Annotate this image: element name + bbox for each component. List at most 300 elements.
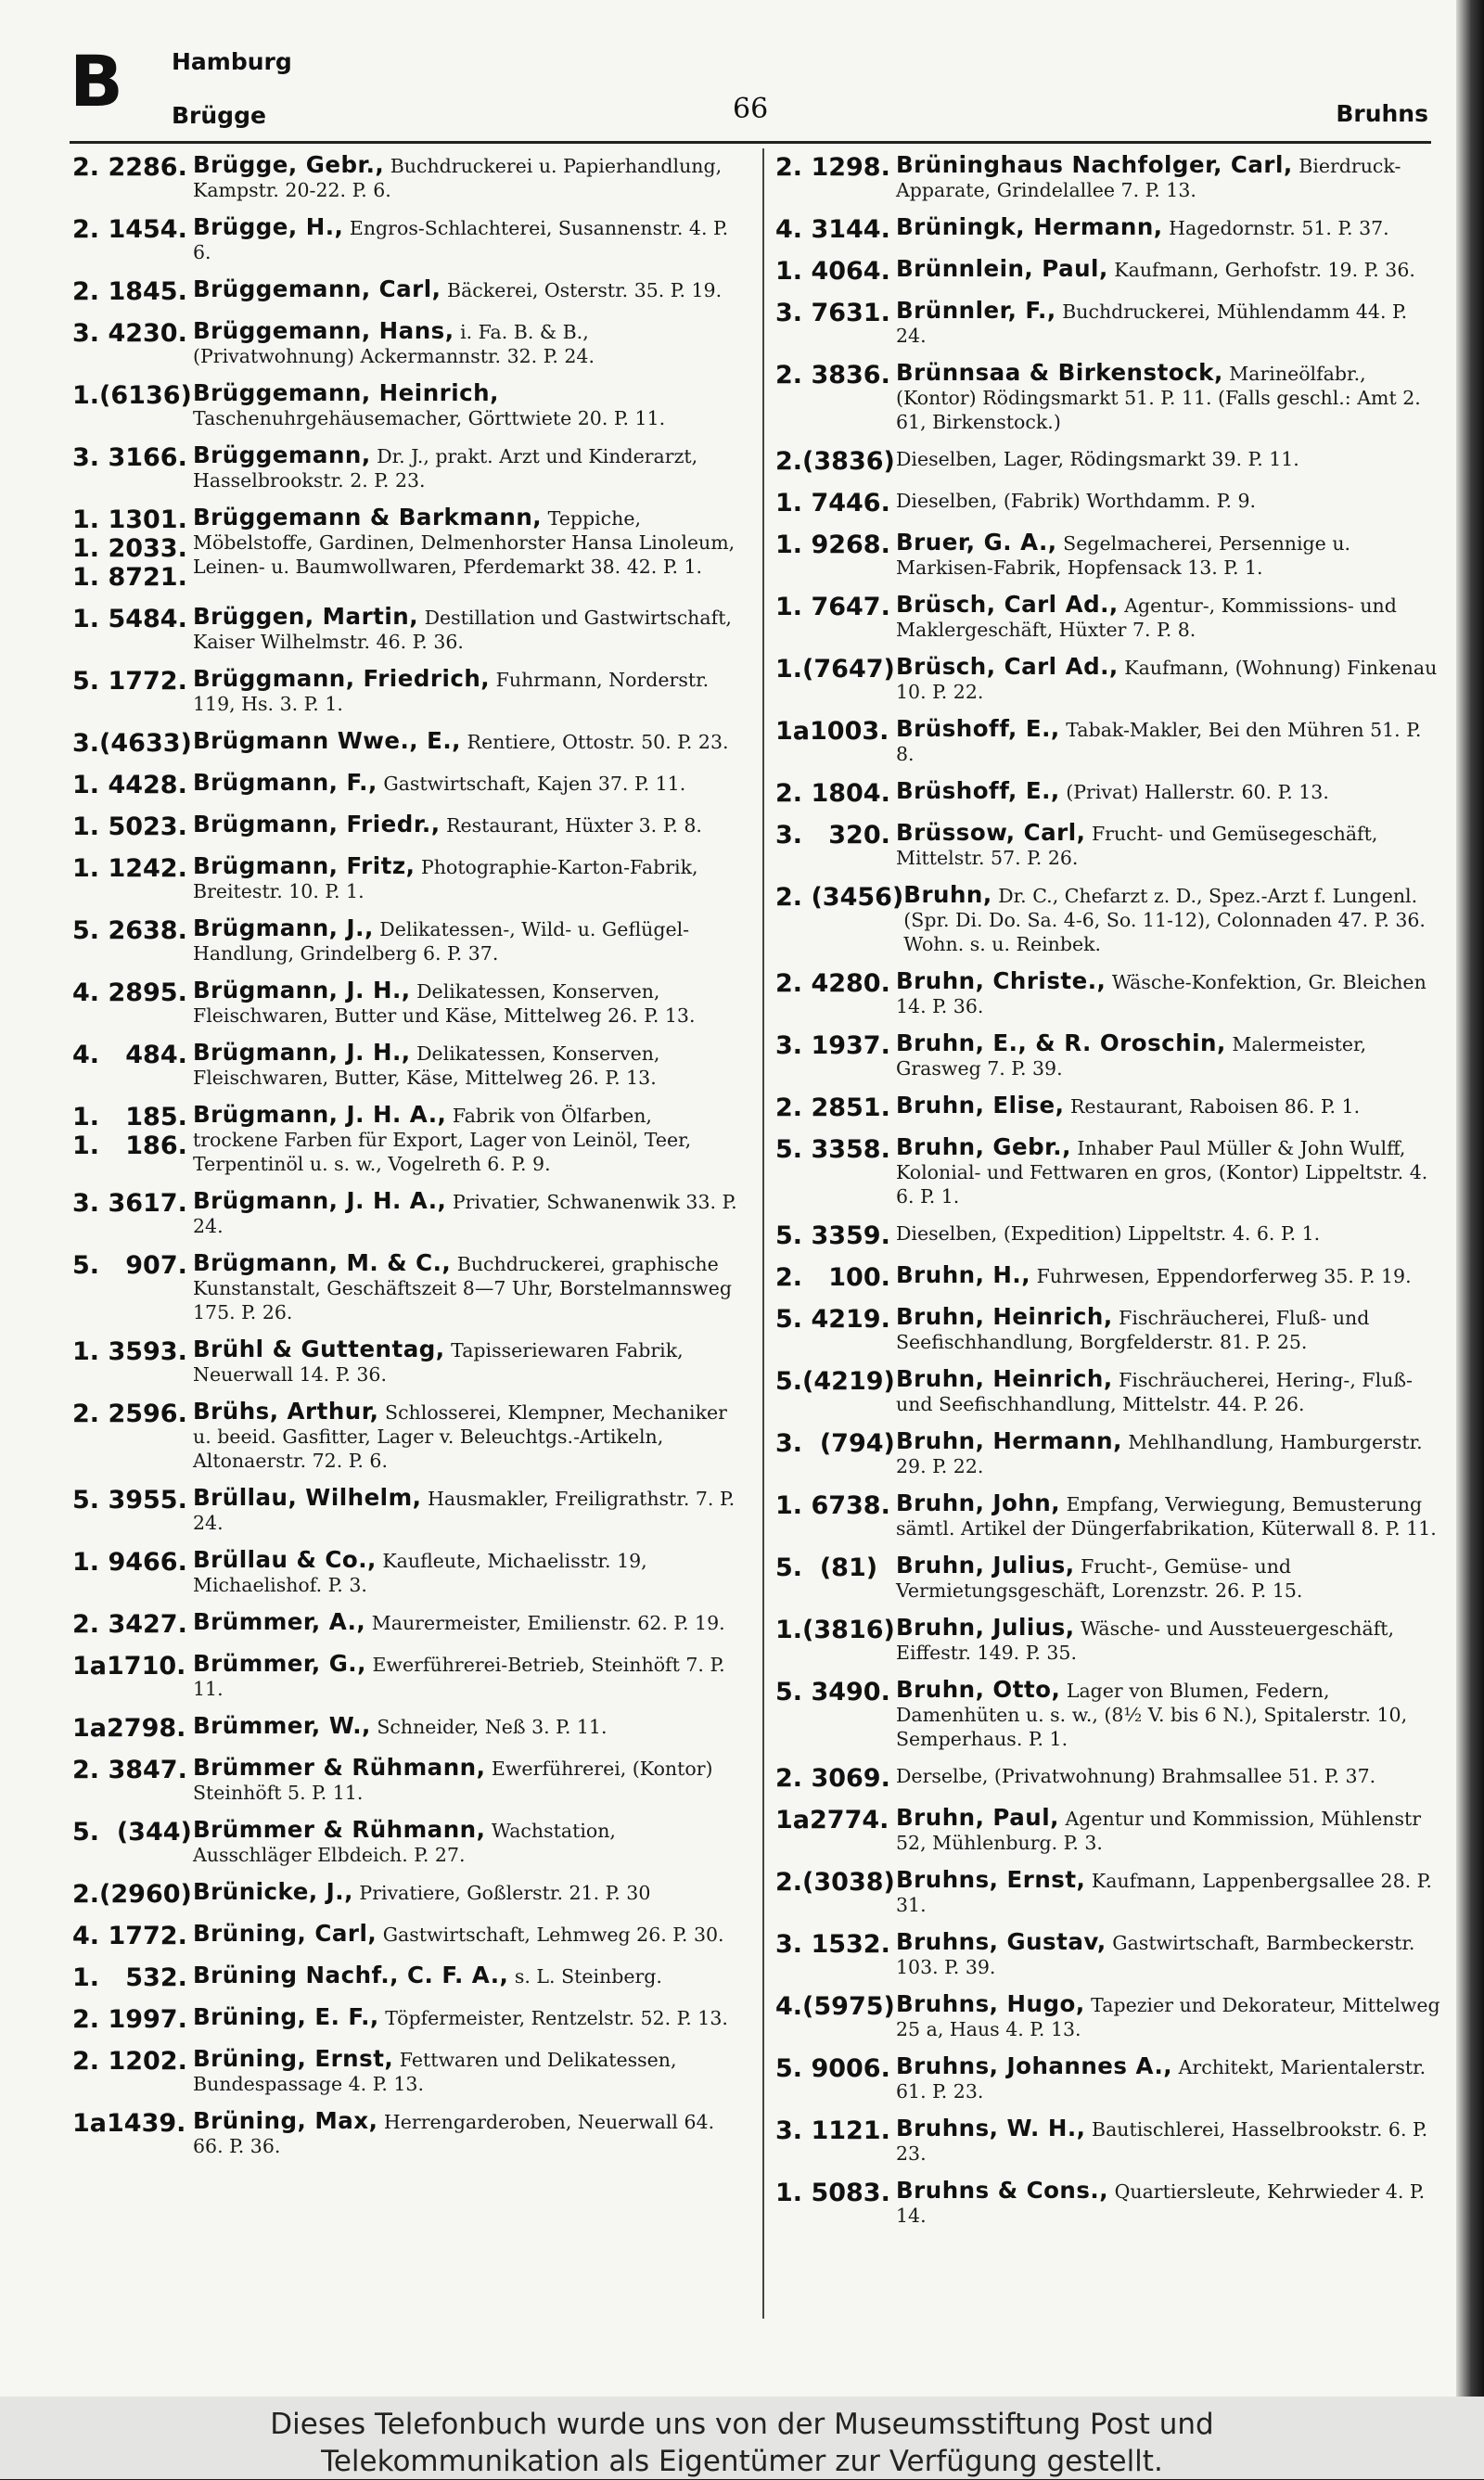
entry-name: Brüllau & Co.,	[193, 1546, 377, 1573]
footer-line-1: Dieses Telefonbuch wurde uns von der Museumsstiftung Post und	[270, 2408, 1214, 2441]
entry-text	[896, 593, 1443, 642]
directory-entry	[72, 1337, 740, 1387]
phone-number: 4. 1772.	[72, 1922, 187, 1950]
directory-entry	[72, 1610, 740, 1639]
phone-number: 1. 1242.	[72, 854, 187, 883]
directory-entry	[775, 1553, 1443, 1603]
entry-name: Brügge, Gebr.,	[193, 151, 385, 178]
phone-number: 2. 1845.	[72, 277, 187, 306]
entry-text	[903, 883, 1443, 956]
entry-detail: Kaufleute, Michaelisstr. 19, Michaelishof. P. 3.	[193, 1550, 647, 1596]
entry-text	[896, 1930, 1443, 1979]
entry-detail: Teppiche, Möbelstoffe, Gardinen, Delmenhorster Hansa Linoleum, Leinen- u. Baumwollwaren, Pferdemarkt 38. 42. P. 1.	[193, 507, 736, 578]
entry-name: Brüning, E. F.,	[193, 2003, 379, 2030]
entry-text	[896, 153, 1443, 202]
entry-text	[896, 1868, 1443, 1917]
entry-detail: Schneider, Neß 3. P. 11.	[377, 1716, 608, 1738]
first-entry-word: Brügge	[172, 102, 266, 129]
entry-name: Bruhn, Julius,	[896, 1552, 1075, 1579]
directory-entry	[72, 1103, 740, 1176]
phone-number: 2. 1804.	[775, 779, 890, 808]
phone-number: 1. 9466.	[72, 1548, 187, 1577]
phone-number: 5. 907.	[72, 1251, 187, 1280]
entry-text	[193, 1337, 740, 1387]
directory-entry	[775, 1678, 1443, 1751]
phone-number: 3. (794)	[775, 1429, 895, 1458]
entry-detail: Tapezier und Dekorateur, Mittelweg 25 a, Haus 4. P. 13.	[896, 1994, 1440, 2040]
entry-text	[193, 1922, 740, 1947]
phone-number: 3. 1532.	[775, 1930, 890, 1959]
phone-number: 1. 6738.	[775, 1491, 890, 1520]
entry-detail: Empfang, Verwiegung, Bemusterung sämtl. Artikel der Düngerfabrikation, Küterwall 8. P. 11.	[896, 1493, 1437, 1540]
directory-entry	[775, 1491, 1443, 1540]
entry-text	[193, 1103, 740, 1176]
entry-detail: Buchdruckerei, Mühlendamm 44. P. 24.	[896, 300, 1408, 347]
entry-text	[193, 667, 740, 716]
entry-text	[896, 2054, 1443, 2103]
phone-number: 1a1439.	[72, 2109, 186, 2138]
phone-number: 2. 2851.	[775, 1093, 890, 1122]
directory-entry	[775, 1764, 1443, 1793]
entry-detail: Agentur-, Kommissions- und Maklergeschäft, Hüxter 7. P. 8.	[896, 594, 1397, 641]
entry-text	[896, 779, 1443, 804]
directory-entry	[72, 667, 740, 716]
directory-entry	[72, 153, 740, 202]
directory-entry	[775, 2116, 1443, 2166]
entry-detail: Restaurant, Raboisen 86. P. 1.	[1070, 1095, 1361, 1118]
entry-text	[896, 969, 1443, 1018]
phone-number: 1. 7647.	[775, 593, 890, 621]
entry-name: Brümmer, W.,	[193, 1712, 371, 1739]
phone-number: 1. 3593.	[72, 1337, 187, 1366]
entry-text	[896, 1221, 1443, 1246]
entry-detail: Segelmacherei, Persennige u. Markisen-Fabrik, Hopfensack 13. P. 1.	[896, 532, 1351, 579]
phone-number: 2. 1454.	[72, 215, 187, 244]
entry-text	[193, 1652, 740, 1701]
entry-name: Bruhn, John,	[896, 1489, 1061, 1516]
entry-name: Bruhns, Hugo,	[896, 1990, 1085, 2017]
phone-number: 4.(5975)	[775, 1992, 895, 2021]
city-name: Hamburg	[172, 48, 292, 75]
phone-number: 1. 5083.	[775, 2179, 890, 2207]
entry-detail: Agentur und Kommission, Mühlenstr 52, Mühlenburg. P. 3.	[896, 1808, 1422, 1854]
directory-entry	[72, 1486, 740, 1535]
entry-name: Brüninghaus Nachfolger, Carl,	[896, 151, 1293, 178]
directory-entry	[72, 1714, 740, 1743]
entry-text	[193, 319, 740, 368]
directory-entry	[72, 319, 740, 368]
entry-name: Brümmer, G.,	[193, 1650, 366, 1677]
entry-text	[193, 1548, 740, 1597]
entry-name: Brümmer & Rühmann,	[193, 1754, 486, 1781]
section-letter: B	[70, 40, 123, 122]
entry-detail: Fuhrwesen, Eppendorferweg 35. P. 19.	[1036, 1265, 1412, 1287]
phone-number: 2.(2960)	[72, 1880, 192, 1909]
phone-number: 1a2798.	[72, 1714, 186, 1743]
footer-text	[0, 2406, 1484, 2480]
entry-name: Bruhn, Elise,	[896, 1092, 1065, 1119]
directory-entry	[72, 916, 740, 965]
entry-name: Brüggmann, Friedrich,	[193, 665, 491, 692]
phone-number: 1. 5484.	[72, 605, 187, 633]
phone-number: 1. 185. 1. 186.	[72, 1103, 187, 1160]
phone-number: 3. 3166.	[72, 443, 187, 472]
entry-text	[896, 1616, 1443, 1665]
directory-entry	[775, 215, 1443, 244]
directory-entry	[72, 1963, 740, 1992]
directory-entry	[775, 1367, 1443, 1416]
entry-detail: Wäsche- und Aussteuergeschäft, Eiffestr. 149. P. 35.	[896, 1617, 1395, 1664]
entry-name: Bruhn,	[903, 881, 992, 908]
entry-detail: Buchdruckerei u. Papierhandlung, Kampstr. 20-22. P. 6.	[193, 155, 723, 201]
phone-number: 1a1710.	[72, 1652, 186, 1681]
entry-detail: Photographie-Karton-Fabrik, Breitestr. 10. P. 1.	[193, 856, 698, 902]
directory-entry	[775, 2054, 1443, 2103]
entry-text	[193, 153, 740, 202]
phone-number: 3. 7631.	[775, 299, 890, 327]
entry-text	[193, 1041, 740, 1090]
entry-detail: Restaurant, Hüxter 3. P. 8.	[446, 814, 702, 837]
footer-banner	[0, 2397, 1484, 2479]
directory-entry	[72, 2109, 740, 2158]
directory-entry	[72, 978, 740, 1028]
entry-detail: Herrengarderoben, Neuerwall 64. 66. P. 36.	[193, 2111, 715, 2157]
directory-entry	[775, 1616, 1443, 1665]
phone-number: 1. 5023.	[72, 812, 187, 841]
entry-detail: Gastwirtschaft, Kajen 37. P. 11.	[383, 773, 686, 795]
directory-entry	[775, 1806, 1443, 1855]
phone-number: 3. 320.	[775, 821, 890, 850]
entry-detail: Frucht-, Gemüse- und Vermietungsgeschäft, Lorenzstr. 26. P. 15.	[896, 1555, 1303, 1602]
entry-name: Brüssow, Carl,	[896, 819, 1086, 846]
entry-text	[896, 1992, 1443, 2041]
column-divider	[762, 148, 764, 2319]
directory-entry	[775, 1429, 1443, 1478]
directory-entry	[72, 1756, 740, 1805]
entry-name: Brühs, Arthur,	[193, 1398, 379, 1425]
entry-name: Brünnsaa & Birkenstock,	[896, 359, 1223, 386]
directory-entry	[775, 655, 1443, 704]
entry-detail: Dr. J., prakt. Arzt und Kinderarzt, Hasselbrookstr. 2. P. 23.	[193, 445, 698, 492]
directory-entry	[72, 854, 740, 903]
right-column	[775, 153, 1443, 2241]
phone-number: 5. 3490.	[775, 1678, 890, 1707]
directory-entry	[775, 1093, 1443, 1122]
entry-detail: Fettwaren und Delikatessen, Bundespassage 4. P. 13.	[193, 2049, 677, 2095]
entry-name: Brüggen, Martin,	[193, 603, 419, 630]
entry-detail: Dieselben, Lager, Rödingsmarkt 39. P. 11.	[896, 448, 1299, 470]
entry-detail: Ewerführerei-Betrieb, Steinhöft 7. P. 11.	[193, 1654, 725, 1700]
entry-detail: Gastwirtschaft, Barmbeckerstr. 103. P. 39.	[896, 1932, 1415, 1978]
entry-name: Brüning, Ernst,	[193, 2045, 394, 2072]
entry-text	[896, 1093, 1443, 1119]
entry-detail: Destillation und Gastwirtschaft, Kaiser Wilhelmstr. 46. P. 36.	[193, 607, 732, 653]
entry-detail: Dieselben, (Expedition) Lippeltstr. 4. 6. P. 1.	[896, 1222, 1321, 1245]
entry-text	[896, 1367, 1443, 1416]
entry-detail: Tabak-Makler, Bei den Mühren 51. P. 8.	[896, 719, 1422, 765]
entry-name: Bruhns & Cons.,	[896, 2177, 1109, 2204]
entry-name: Bruhn, H.,	[896, 1261, 1031, 1288]
directory-entry	[775, 821, 1443, 870]
entry-detail: Marineölfabr., (Kontor) Rödingsmarkt 51. P. 11. (Falls geschl.: Amt 2. 61, Birkenstock.)	[896, 363, 1421, 433]
entry-text	[193, 1756, 740, 1805]
directory-entry	[775, 593, 1443, 642]
phone-number: 2. 3836.	[775, 361, 890, 390]
entry-text	[193, 277, 740, 302]
directory-entry	[72, 1880, 740, 1909]
directory-entry	[72, 1251, 740, 1324]
entry-name: Brünnler, F.,	[896, 297, 1056, 324]
entry-detail: Delikatessen, Konserven, Fleischwaren, Butter, Käse, Mittelweg 26. P. 13.	[193, 1042, 660, 1089]
entry-detail: Delikatessen, Konserven, Fleischwaren, Butter und Käse, Mittelweg 26. P. 13.	[193, 980, 696, 1027]
directory-entry	[72, 277, 740, 306]
directory-entry	[72, 1922, 740, 1950]
phone-number: 2. 3069.	[775, 1764, 890, 1793]
phone-number: 2. 1298.	[775, 153, 890, 182]
entry-name: Brüning, Max,	[193, 2107, 378, 2134]
entry-detail: Frucht- und Gemüsegeschäft, Mittelstr. 57. P. 26.	[896, 823, 1378, 869]
entry-name: Brüningk, Hermann,	[896, 213, 1163, 240]
entry-detail: Derselbe, (Privatwohnung) Brahmsallee 51. P. 37.	[896, 1765, 1376, 1787]
phone-number: 2. 3847.	[72, 1756, 187, 1784]
entry-name: Bruhn, Julius,	[896, 1614, 1075, 1641]
entry-name: Brügmann, Friedr.,	[193, 811, 441, 837]
directory-entry	[775, 447, 1443, 476]
entry-text	[896, 717, 1443, 766]
phone-number: 5. (344)	[72, 1818, 192, 1847]
directory-entry	[72, 812, 740, 841]
entry-text	[896, 447, 1443, 471]
entry-detail: Buchdruckerei, graphische Kunstanstalt, Geschäftszeit 8—7 Uhr, Borstelmannsweg 175. P. 26.	[193, 1253, 732, 1323]
entry-detail: Töpfermeister, Rentzelstr. 52. P. 13.	[385, 2007, 728, 2029]
entry-text	[193, 729, 740, 754]
phone-number: 2. (3456)	[775, 883, 904, 912]
entry-name: Brüsch, Carl Ad.,	[896, 653, 1119, 680]
last-entry-word: Bruhns	[1336, 100, 1428, 127]
phone-number: 5. 3955.	[72, 1486, 187, 1515]
entry-name: Brüggemann, Heinrich,	[193, 379, 499, 406]
entry-text	[193, 1963, 740, 1988]
directory-entry	[72, 2005, 740, 2034]
entry-name: Brüsch, Carl Ad.,	[896, 591, 1119, 618]
entry-text	[896, 2116, 1443, 2166]
entry-name: Bruhn, Otto,	[896, 1676, 1061, 1703]
directory-entry	[72, 2047, 740, 2096]
entry-detail: Fabrik von Ölfarben, trockene Farben für Export, Lager von Leinöl, Teer, Terpentinöl u. s. w., Vogelreth 6. P. 9.	[193, 1105, 692, 1175]
entry-name: Bruer, G. A.,	[896, 529, 1057, 556]
entry-text	[193, 1818, 740, 1867]
phone-number: 3.(4633)	[72, 729, 192, 758]
directory-entry	[72, 771, 740, 799]
phone-number: 4. 2895.	[72, 978, 187, 1007]
entry-detail: Dr. C., Chefarzt z. D., Spez.-Arzt f. Lungenl. (Spr. Di. Do. Sa. 4-6, So. 11-12), Colonnaden 47. P. 36. Wohn. s. u. Reinbek.	[903, 885, 1426, 955]
phone-number: 1. 1301. 1. 2033. 1. 8721.	[72, 505, 187, 592]
entry-name: Brünicke, J.,	[193, 1878, 353, 1905]
phone-number: 2. 2286.	[72, 153, 187, 182]
entry-name: Bruhns, Gustav,	[896, 1928, 1107, 1955]
entry-name: Brügmann Wwe., E.,	[193, 727, 461, 754]
entry-text	[896, 1764, 1443, 1788]
entry-name: Bruhn, Heinrich,	[896, 1365, 1113, 1392]
entry-detail: Rentiere, Ottostr. 50. P. 23.	[467, 731, 729, 753]
directory-entry	[72, 1189, 740, 1238]
phone-number: 3. 3617.	[72, 1189, 187, 1218]
entry-text	[193, 381, 740, 430]
entry-detail: Wäsche-Konfektion, Gr. Bleichen 14. P. 36.	[896, 971, 1426, 1017]
phone-number: 2. 4280.	[775, 969, 890, 998]
entry-detail: Ewerführerei, (Kontor) Steinhöft 5. P. 11.	[193, 1758, 713, 1804]
entry-name: Bruhns, Johannes A.,	[896, 2052, 1173, 2079]
entry-detail: (Privat) Hallerstr. 60. P. 13.	[1066, 781, 1329, 803]
phone-number: 2. 3427.	[72, 1610, 187, 1639]
entry-detail: Privatier, Schwanenwik 33. P. 24.	[193, 1191, 737, 1237]
phone-number: 5. 3358.	[775, 1135, 890, 1164]
phone-number: 5. 4219.	[775, 1305, 890, 1334]
phone-number: 1.(6136)	[72, 381, 192, 410]
phone-number: 3. 4230.	[72, 319, 187, 348]
left-column	[72, 153, 740, 2171]
entry-text	[193, 1610, 740, 1635]
entry-name: Bruhn, Hermann,	[896, 1427, 1122, 1454]
entry-detail: Engros-Schlachterei, Susannenstr. 4. P. 6.	[193, 217, 729, 263]
phone-number: 1.(3816)	[775, 1616, 895, 1644]
phone-number: 1. 4064.	[775, 257, 890, 286]
entry-text	[193, 812, 740, 837]
entry-detail: Gastwirtschaft, Lehmweg 26. P. 30.	[382, 1924, 724, 1946]
entry-detail: Bäckerei, Osterstr. 35. P. 19.	[447, 279, 723, 301]
entry-text	[193, 978, 740, 1028]
entry-name: Brünnlein, Paul,	[896, 255, 1108, 282]
entry-name: Brügmann, F.,	[193, 769, 377, 796]
entry-text	[896, 821, 1443, 870]
entry-detail: Kaufmann, Lappenbergsallee 28. P. 31.	[896, 1870, 1432, 1916]
phone-number: 1. 532.	[72, 1963, 187, 1992]
phone-number: 3. 1937.	[775, 1031, 890, 1060]
entry-text	[896, 257, 1443, 282]
entry-text	[896, 2179, 1443, 2228]
entry-name: Brügge, H.,	[193, 213, 344, 240]
entry-detail: Fuhrmann, Norderstr. 119, Hs. 3. P. 1.	[193, 669, 710, 715]
directory-entry	[72, 1548, 740, 1597]
phone-number: 2. 100.	[775, 1263, 890, 1292]
directory-entry	[775, 153, 1443, 202]
directory-entry	[72, 215, 740, 264]
directory-entry	[775, 1263, 1443, 1292]
entry-name: Bruhn, Christe.,	[896, 967, 1107, 994]
entry-text	[896, 1678, 1443, 1751]
directory-entry	[775, 531, 1443, 580]
entry-detail: Wachstation, Ausschläger Elbdeich. P. 27.	[193, 1820, 616, 1866]
phone-number: 5. 9006.	[775, 2054, 890, 2083]
phone-number: 1a1003.	[775, 717, 889, 746]
entry-name: Brüggemann, Hans,	[193, 317, 454, 344]
directory-entry	[775, 361, 1443, 434]
footer-line-2: Telekommunikation als Eigentümer zur Verfügung gestellt.	[321, 2445, 1163, 2478]
entry-name: Brügmann, J. H.,	[193, 1039, 411, 1066]
entry-name: Brügmann, J.,	[193, 914, 374, 941]
entry-text	[896, 531, 1443, 580]
directory-entry	[775, 257, 1443, 286]
entry-name: Brügmann, J. H.,	[193, 977, 411, 1004]
phone-number: 1. 9268.	[775, 531, 890, 559]
directory-entry	[72, 1400, 740, 1473]
directory-entry	[775, 1221, 1443, 1250]
entry-detail: Architekt, Marientalerstr. 61. P. 23.	[896, 2056, 1426, 2103]
entry-detail: Privatiere, Goßlerstr. 21. P. 30	[359, 1882, 651, 1904]
entry-name: Brügmann, M. & C.,	[193, 1249, 452, 1276]
phone-number: 5. 2638.	[72, 916, 187, 945]
entry-text	[193, 1189, 740, 1238]
directory-entry	[72, 605, 740, 654]
entry-text	[896, 361, 1443, 434]
entry-detail: Kaufmann, Gerhofstr. 19. P. 36.	[1114, 259, 1415, 281]
entry-text	[896, 1031, 1443, 1080]
phone-number: 3. 1121.	[775, 2116, 890, 2145]
entry-detail: Taschenuhrgehäusemacher, Görttwiete 20. P. 11.	[193, 407, 666, 429]
entry-detail: Quartiersleute, Kehrwieder 4. P. 14.	[896, 2180, 1426, 2227]
entry-name: Brüning, Carl,	[193, 1920, 377, 1947]
entry-text	[193, 916, 740, 965]
entry-text	[896, 215, 1443, 240]
entry-detail: s. L. Steinberg.	[514, 1965, 662, 1988]
directory-entry	[775, 883, 1443, 956]
phone-number: 2.(3038)	[775, 1868, 895, 1897]
entry-detail: Inhaber Paul Müller & John Wulff, Kolonial- und Fettwaren en gros, (Kontor) Lippeltstr. 4. 6. P. 1.	[896, 1137, 1428, 1208]
entry-name: Brügmann, J. H. A.,	[193, 1187, 447, 1214]
entry-detail: Lager von Blumen, Federn, Damenhüten u. s. w., (8½ V. bis 6 N.), Spitalerstr. 10, Semperhaus. P. 1.	[896, 1680, 1408, 1750]
entry-name: Brümmer & Rühmann,	[193, 1816, 486, 1843]
entry-detail: Delikatessen-, Wild- u. Geflügel-Handlung, Grindelberg 6. P. 37.	[193, 918, 690, 965]
entry-name: Brümmer, A.,	[193, 1608, 366, 1635]
entry-text	[896, 489, 1443, 513]
entry-name: Brüshoff, E.,	[896, 715, 1060, 742]
directory-entry	[72, 381, 740, 430]
entry-text	[193, 2005, 740, 2030]
entry-text	[896, 1135, 1443, 1208]
entry-detail: Tapisseriewaren Fabrik, Neuerwall 14. P. 36.	[193, 1339, 684, 1386]
entry-detail: Kaufmann, (Wohnung) Finkenau 10. P. 22.	[896, 657, 1438, 703]
directory-entry	[72, 505, 740, 592]
phone-number: 2. 1202.	[72, 2047, 187, 2076]
entry-text	[896, 1806, 1443, 1855]
directory-entry	[775, 1305, 1443, 1354]
entry-name: Brüning Nachf., C. F. A.,	[193, 1962, 509, 1988]
phone-number: 5. (81)	[775, 1553, 878, 1582]
entry-text	[896, 1553, 1443, 1603]
entry-name: Brügmann, Fritz,	[193, 852, 416, 879]
entry-text	[193, 1251, 740, 1324]
entry-text	[896, 655, 1443, 704]
entry-text	[193, 215, 740, 264]
entry-name: Brühl & Guttentag,	[193, 1336, 445, 1362]
entry-text	[193, 854, 740, 903]
entry-text	[193, 505, 740, 579]
entry-text	[896, 1305, 1443, 1354]
directory-entry	[775, 489, 1443, 518]
entry-text	[193, 1486, 740, 1535]
entry-name: Bruhn, Paul,	[896, 1804, 1059, 1831]
phone-number: 2. 1997.	[72, 2005, 187, 2034]
entry-text	[896, 1429, 1443, 1478]
entry-name: Bruhn, Heinrich,	[896, 1303, 1113, 1330]
entry-name: Bruhn, E., & R. Oroschin,	[896, 1029, 1226, 1056]
entry-text	[193, 605, 740, 654]
page-edge	[1456, 0, 1484, 2397]
entry-name: Brüggemann & Barkmann,	[193, 504, 543, 531]
entry-name: Brüshoff, E.,	[896, 777, 1060, 804]
entry-name: Brüggemann, Carl,	[193, 275, 441, 302]
entry-text	[193, 1714, 740, 1739]
